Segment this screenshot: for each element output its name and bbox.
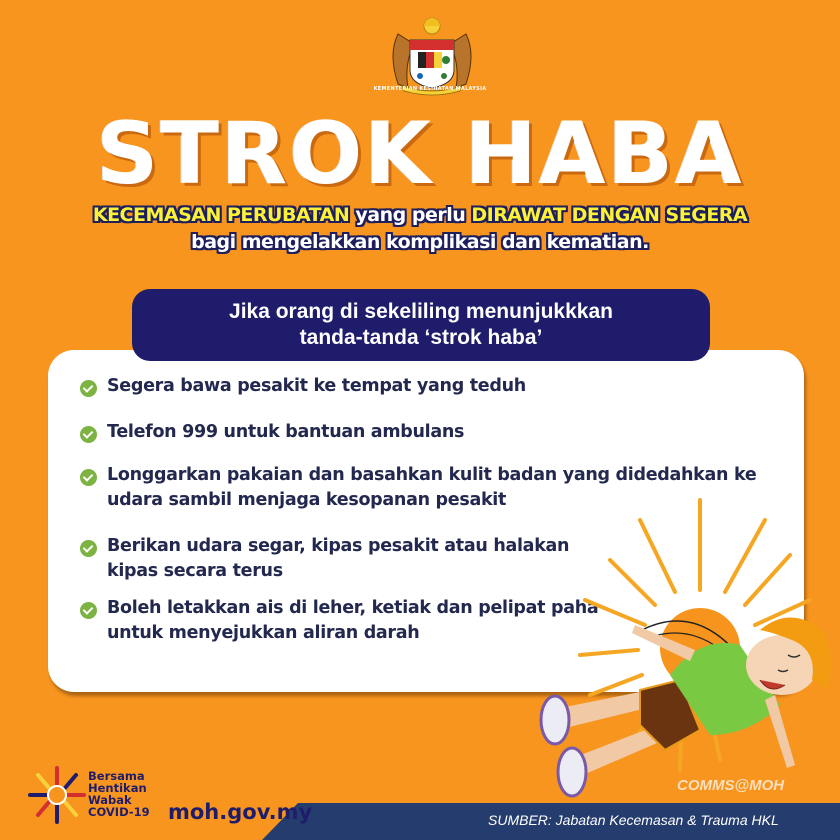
- step-line: Boleh letakkan ais di leher, ketiak dan pelipat paha: [107, 598, 599, 618]
- campaign-line: COVID-19: [88, 805, 150, 819]
- subtitle-highlight-treat: DIRAWAT DENGAN SEGERA: [471, 204, 748, 226]
- banner-line-1: Jika orang di sekeliling menunjukkkan: [229, 300, 613, 323]
- subtitle-line-2: bagi mengelakkan komplikasi dan kematian.: [191, 231, 649, 253]
- subtitle-line-1: [0, 204, 840, 226]
- campaign-text: [88, 770, 150, 818]
- step-line: Berikan udara segar, kipas pesakit atau halakan: [107, 536, 570, 556]
- website-link[interactable]: moh.gov.my: [168, 800, 313, 824]
- check-circle-icon: [80, 426, 97, 443]
- step-text: [107, 534, 569, 584]
- banner-line-2: tanda-tanda ‘strok haba’: [299, 326, 543, 349]
- campaign-line: Hentikan: [88, 781, 147, 795]
- ministry-caption: KEMENTERIAN KESIHATAN MALAYSIA: [373, 86, 487, 92]
- page-title: STROK HABA: [96, 104, 744, 204]
- source-credit: SUMBER: Jabatan Kecemasan & Trauma HKL: [488, 812, 779, 828]
- step-text: [107, 374, 526, 399]
- sun-and-fainting-boy-illustration: [520, 480, 840, 800]
- instructions-banner: [132, 289, 710, 361]
- list-item: [80, 374, 780, 399]
- step-line: udara sambil menjaga kesopanan pesakit: [107, 490, 507, 510]
- list-item: [80, 420, 780, 445]
- step-line: kipas secara terus: [107, 561, 283, 581]
- watermark: COMMS@MOH: [677, 777, 785, 794]
- step-line: Longgarkan pakaian dan basahkan kulit badan yang didedahkan ke: [107, 465, 757, 485]
- campaign-line: Wabak: [88, 793, 132, 807]
- step-text: [107, 420, 464, 445]
- check-circle-icon: [80, 469, 97, 486]
- step-line: Segera bawa pesakit ke tempat yang teduh: [107, 376, 526, 396]
- check-circle-icon: [80, 602, 97, 619]
- campaign-line: Bersama: [88, 769, 145, 783]
- subtitle-highlight-emergency: KECEMASAN PERUBATAN: [92, 204, 350, 226]
- step-line: untuk menyejukkan aliran darah: [107, 623, 420, 643]
- check-circle-icon: [80, 380, 97, 397]
- covid-campaign-logo-icon: [28, 766, 86, 824]
- subtitle-connector: yang perlu: [349, 204, 472, 226]
- check-circle-icon: [80, 540, 97, 557]
- step-line: Telefon 999 untuk bantuan ambulans: [107, 422, 465, 442]
